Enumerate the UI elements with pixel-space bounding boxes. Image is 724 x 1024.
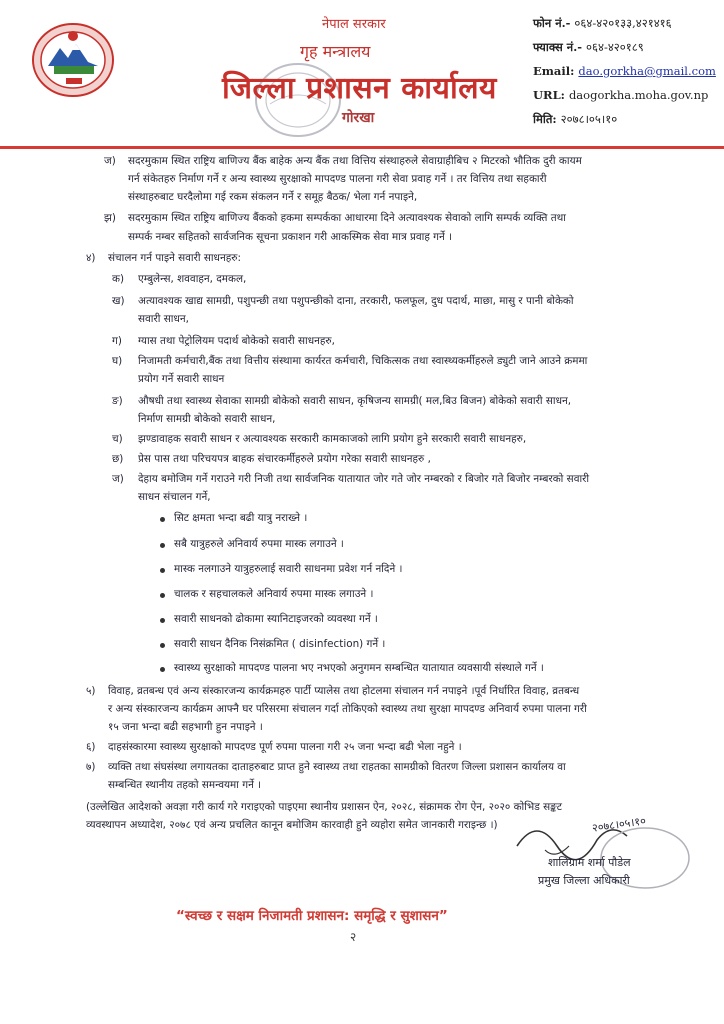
bullet-icon: [160, 568, 165, 573]
date-label: मिति:: [533, 112, 557, 126]
section-number: ६): [86, 741, 96, 753]
list-marker: ज): [104, 155, 116, 167]
list-item: निजामती कर्मचारी,बैंक तथा वित्तीय संस्थामा कार्यरत कर्मचारी, चिकित्सक तथा स्वास्थ्यकर्मीहरुले ड्युटी जाने आउने क्रममा: [138, 355, 588, 367]
url-line: [533, 88, 708, 102]
list-marker: झ): [104, 212, 116, 224]
header-divider: [0, 146, 724, 149]
list-marker: घ): [112, 355, 123, 367]
list-item: साधन संचालन गर्ने,: [138, 491, 211, 503]
list-marker: ङ): [112, 395, 123, 407]
paragraph-line: व्यक्ति तथा संघसंस्था लगायतका दाताहरुबाट प्राप्त हुने स्वास्थ्य तथा राहतका सामग्रीको वितरण जिल्ला प्रशासन कार्यालय वा: [108, 761, 566, 773]
motto: “स्वच्छ र सक्षम निजामती प्रशासन: समृद्धि र सुशासन”: [176, 908, 448, 924]
list-marker: ज): [112, 473, 124, 485]
bullet-item: स्वास्थ्य सुरक्षाको मापदण्ड पालना भए नभएको अनुगमन सम्बन्धित यातायात व्यवसायी संस्थाले गर्ने ।: [174, 662, 544, 674]
bullet-item: सवारी साधनको ढोकामा स्यानिटाइजरको व्यवस्था गर्ने ।: [174, 613, 378, 625]
list-marker: क): [112, 273, 125, 285]
closing-note: व्यवस्थापन अध्यादेश, २०७८ एवं अन्य प्रचलित कानून बमोजिम कारवाही हुने व्यहोरा समेत जानकारी गराइन्छ ।): [86, 819, 498, 831]
bullet-item: सिट क्षमता भन्दा बढी यात्रु नराख्ने ।: [174, 512, 308, 524]
url-value[interactable]: daogorkha.moha.gov.np: [568, 88, 709, 102]
bullet-icon: [160, 517, 165, 522]
list-marker: ख): [112, 295, 125, 307]
fax-label: फ्याक्स नं.-: [533, 40, 582, 54]
handwritten-date: २०७८।०५।१०: [591, 814, 647, 835]
phone-value: ०६४-४२०१३३,४२१४१६: [574, 16, 672, 30]
bullet-icon: [160, 667, 165, 672]
paragraph-line: र अन्य संस्कारजन्य कार्यक्रम आफ्नै घर परिसरमा संचालन गर्दा तोकिएको स्वास्थ्य तथा सुरक्षा मापदण्ड अनिवार्य रुपमा पालना गरी: [108, 703, 587, 715]
date-line: [533, 112, 617, 127]
paragraph-line: १५ जना भन्दा बढी सहभागी हुन नपाइने ।: [108, 721, 263, 733]
government-name: नेपाल सरकार: [322, 17, 386, 32]
paragraph-line: संस्थाहरुबाट घरदैलोमा गई रकम संकलन गर्ने र समूह बैठक/ भेला गर्न नपाइने,: [128, 191, 418, 203]
phone-label: फोन नं.-: [533, 16, 571, 30]
closing-note: (उल्लेखित आदेशको अवज्ञा गरी कार्य गरे गराइएको पाइएमा स्थानीय प्रशासन ऐन, २०२८, संक्रामक रोग ऐन, २०२० कोभिड सङ्कट: [86, 801, 562, 813]
list-item: एम्बुलेन्स, शववाहन, दमकल,: [138, 273, 247, 285]
section-number: ४): [86, 252, 96, 264]
page-number: २: [350, 930, 357, 944]
paragraph-line: सदरमुकाम स्थित राष्ट्रिय बाणिज्य बैंकको हकमा सम्पर्कका आधारमा दिने अत्यावश्यक सेवाको लागि सम्पर्क व्यक्ति तथा: [128, 212, 566, 224]
office-name: जिल्ला प्रशासन कार्यालय: [222, 71, 497, 106]
list-item: अत्यावश्यक खाद्य सामग्री, पशुपन्छी तथा पशुपन्छीको दाना, तरकारी, फलफूल, दुध पदार्थ, माछा, मासु र पानी बोकेको: [138, 295, 574, 307]
bullet-item: चालक र सहचालकले अनिवार्य रुपमा मास्क लगाउने ।: [174, 588, 374, 600]
section-number: ७): [86, 761, 96, 773]
paragraph-line: सम्बन्धित स्थानीय तहको समन्वयमा गर्ने ।: [108, 779, 262, 791]
list-item: प्रयोग गर्ने सवारी साधन: [138, 373, 225, 385]
list-item: औषधी तथा स्वास्थ्य सेवाका सामग्री बोकेको सवारी साधन, कृषिजन्य सामग्री( मल,बिउ बिजन) बोकेको सवारी साधन,: [138, 395, 572, 407]
list-item: सवारी साधन,: [138, 313, 189, 325]
fax-value: ०६४-४२०१८९: [586, 40, 644, 54]
fax-line: [533, 40, 644, 55]
paragraph-line: गर्न संकेतहरु निर्माण गर्ने र अन्य स्वास्थ्य सुरक्षाको मापदण्ड पालना गरी सेवा प्रवाह गर्ने । तर वित्तिय तथा सहकारी: [128, 173, 547, 185]
bullet-icon: [160, 543, 165, 548]
email-label: Email:: [533, 64, 575, 78]
ministry-name: गृह मन्त्रालय: [300, 42, 371, 61]
email-link[interactable]: dao.gorkha@gmail.com: [578, 64, 716, 78]
list-marker: ग): [112, 335, 122, 347]
section-heading: संचालन गर्न पाइने सवारी साधनहरु:: [108, 252, 241, 264]
list-item: निर्माण सामग्री बोकेको सवारी साधन,: [138, 413, 276, 425]
signatory-title: प्रमुख जिल्ला अधिकारी: [538, 874, 630, 887]
bullet-item: सबै यात्रुहरुले अनिवार्य रुपमा मास्क लगाउने ।: [174, 538, 344, 550]
bullet-icon: [160, 618, 165, 623]
paragraph-line: दाहसंस्कारमा स्वास्थ्य सुरक्षाको मापदण्ड पूर्ण रुपमा पालना गरी २५ जना भन्दा बढी भेला नहुने ।: [108, 741, 462, 753]
district-name: गोरखा: [342, 110, 375, 126]
nepal-emblem-icon: [30, 18, 116, 98]
paragraph-line: सम्पर्क नम्बर सहितको सार्वजनिक सूचना प्रकाशन गरी आकस्मिक सेवा मात्र प्रवाह गर्ने ।: [128, 231, 453, 243]
list-marker: च): [112, 433, 123, 445]
email-line: [533, 64, 716, 78]
signatory-name: शालिग्राम शर्मा पौडेल: [548, 856, 631, 869]
list-item: झण्डावाहक सवारी साधन र अत्यावश्यक सरकारी कामकाजको लागि प्रयोग हुने सरकारी सवारी साधनहरु,: [138, 433, 527, 445]
list-marker: छ): [112, 453, 124, 465]
bullet-icon: [160, 643, 165, 648]
section-number: ५): [86, 685, 96, 697]
url-label: URL:: [533, 88, 565, 102]
list-item: प्रेस पास तथा परिचयपत्र बाहक संचारकर्मीहरुले प्रयोग गरेका सवारी साधनहरु ,: [138, 453, 431, 465]
bullet-item: मास्क नलगाउने यात्रुहरुलाई सवारी साधनमा प्रवेश गर्न नदिने ।: [174, 563, 403, 575]
date-value: २०७८।०५।१०: [560, 112, 618, 126]
paragraph-line: विवाह, व्रतबन्ध एवं अन्य संस्कारजन्य कार्यक्रमहरु पार्टी प्यालेस तथा होटलमा संचालन गर्न नपाइने ।पूर्व निर्धारित विवाह, व्रतबन्ध: [108, 685, 580, 697]
bullet-item: सवारी साधन दैनिक निसंक्रमित ( disinfection) गर्ने ।: [174, 638, 386, 650]
paragraph-line: सदरमुकाम स्थित राष्ट्रिय बाणिज्य बैंक बाहेक अन्य बैंक तथा वित्तिय संस्थाहरुले सेवाग्राहीबिच २ मिटरको भौतिक दुरी कायम: [128, 155, 582, 167]
list-item: ग्यास तथा पेट्रोलियम पदार्थ बोकेको सवारी साधनहरु,: [138, 335, 335, 347]
phone-line: [533, 16, 672, 31]
bullet-icon: [160, 593, 165, 598]
list-item: देहाय बमोजिम गर्ने गराउने गरी निजी तथा सार्वजनिक यातायात जोर गते जोर नम्बरको र बिजोर गते बिजोर नम्बरको सवारी: [138, 473, 590, 485]
